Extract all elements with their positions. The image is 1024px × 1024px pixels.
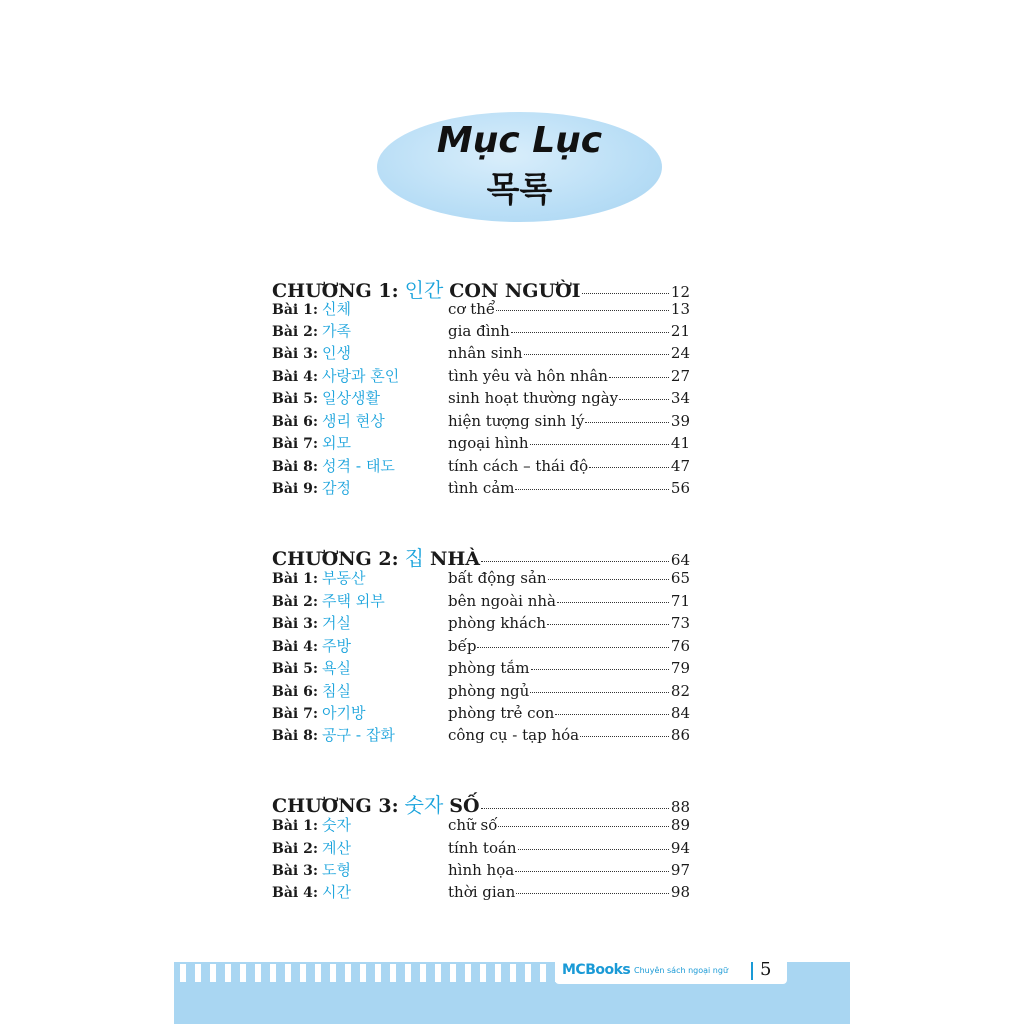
chapter-title-korean: 집 [404,546,424,570]
leader-dots [547,623,669,625]
page-number: 94 [670,839,690,857]
lesson-title-vietnamese: bếp [448,637,477,655]
lesson-title-vietnamese: công cụ - tạp hóa [448,726,580,744]
lesson-item[interactable] [272,635,690,657]
page-number-footer: 5 [760,959,772,980]
lesson-label: Bài 5: [272,661,319,677]
lesson-label: Bài 5: [272,391,319,407]
page-number: 97 [670,861,690,879]
page-number: 27 [670,367,690,385]
lesson-label: Bài 1: [272,818,319,834]
chapter-label: CHƯƠNG 2: [272,548,399,570]
lesson-title-korean: 아기방 [322,704,366,722]
chapter-title-vietnamese: CON NGƯỜI [449,280,581,302]
lesson-label: Bài 4: [272,639,319,655]
chapter-title-vietnamese: NHÀ [429,548,481,570]
page-title: Mục Lục [436,120,603,161]
leader-dots [498,825,669,827]
page-number: 13 [670,300,690,318]
lesson-label: Bài 2: [272,594,319,610]
lesson-label: Bài 9: [272,481,319,497]
lesson-item[interactable] [272,724,690,746]
page-number: 65 [670,569,690,587]
lesson-title-korean: 주방 [322,637,351,655]
chapter-title-korean: 인간 [404,278,444,302]
lesson-title-vietnamese: phòng khách [448,614,547,632]
page-number: 71 [670,592,690,610]
lesson-title-korean: 침실 [322,682,351,700]
lesson-title-korean: 생리 현상 [322,412,385,430]
page-number: 86 [670,726,690,744]
lesson-title-korean: 계산 [322,839,351,857]
leader-dots [530,691,669,693]
leader-dots [585,421,669,423]
lesson-title-vietnamese: tính cách – thái độ [448,457,589,475]
lesson-title-korean: 공구 - 잡화 [322,726,395,744]
leader-dots [531,668,669,670]
lesson-title-vietnamese: gia đình [448,322,510,340]
lesson-label: Bài 8: [272,459,319,475]
chapter-label: CHƯƠNG 1: [272,280,399,302]
lesson-item[interactable] [272,365,690,387]
lesson-title-vietnamese: tình cảm [448,479,515,497]
lesson-label: Bài 1: [272,571,319,587]
lesson-title-korean: 시간 [322,883,351,901]
lesson-item[interactable] [272,612,690,634]
lesson-label: Bài 6: [272,414,319,430]
lesson-title-korean: 외모 [322,434,351,452]
lesson-label: Bài 1: [272,302,319,318]
leader-dots [511,331,669,333]
lesson-item[interactable] [272,298,690,320]
lesson-title-vietnamese: phòng ngủ [448,682,530,700]
chapter-title-korean: 숫자 [404,793,444,817]
chapter-1-heading[interactable] [272,274,690,300]
lesson-title-vietnamese: thời gian [448,883,516,901]
leader-dots [582,292,669,294]
lesson-item[interactable] [272,342,690,364]
leader-dots [477,646,669,648]
page-number: 12 [670,283,690,301]
lesson-title-korean: 거실 [322,614,351,632]
leader-dots [496,309,669,311]
lesson-title-vietnamese: hiện tượng sinh lý [448,412,585,430]
lesson-label: Bài 8: [272,728,319,744]
lesson-item[interactable] [272,410,690,432]
page-number: 41 [670,434,690,452]
page-number: 82 [670,682,690,700]
leader-dots [516,892,669,894]
lesson-title-korean: 일상생활 [322,389,380,407]
lesson-title-vietnamese: ngoại hình [448,434,529,452]
brand-tagline: Chuyên sách ngoại ngữ [634,966,729,975]
lesson-title-korean: 성격 - 태도 [322,457,395,475]
lesson-item[interactable] [272,477,690,499]
chapter-3-heading[interactable] [272,789,690,815]
page-number: 76 [670,637,690,655]
lesson-label: Bài 3: [272,863,319,879]
leader-dots [548,578,669,580]
lesson-title-vietnamese: phòng trẻ con [448,704,555,722]
leader-dots [589,466,669,468]
lesson-label: Bài 6: [272,684,319,700]
lesson-title-vietnamese: cơ thể [448,300,496,318]
page-number: 47 [670,457,690,475]
page-number: 21 [670,322,690,340]
lesson-title-korean: 주택 외부 [322,592,385,610]
lesson-title-korean: 숫자 [322,816,351,834]
lesson-item[interactable] [272,881,690,903]
lesson-item[interactable] [272,680,690,702]
lesson-title-korean: 도형 [322,861,351,879]
lesson-title-vietnamese: nhân sinh [448,344,523,362]
lesson-title-korean: 감정 [322,479,351,497]
page-number: 88 [670,798,690,816]
lesson-label: Bài 4: [272,885,319,901]
lesson-label: Bài 7: [272,706,319,722]
footer-stripes [180,964,560,982]
lesson-title-korean: 사랑과 혼인 [322,367,400,385]
lesson-item[interactable] [272,320,690,342]
lesson-item[interactable] [272,814,690,836]
lesson-title-vietnamese: phòng tắm [448,659,530,677]
lesson-title-korean: 가족 [322,322,351,340]
lesson-title-korean: 욕실 [322,659,351,677]
lesson-title-korean: 인생 [322,344,351,362]
page-number: 24 [670,344,690,362]
lesson-item[interactable] [272,702,690,724]
page-number: 56 [670,479,690,497]
chapter-label: CHƯƠNG 3: [272,795,399,817]
lesson-item[interactable] [272,432,690,454]
leader-dots [481,560,669,562]
chapter-2-heading[interactable] [272,542,690,568]
lesson-title-vietnamese: hình họa [448,861,515,879]
lesson-item[interactable] [272,859,690,881]
lesson-item[interactable] [272,837,690,859]
page-number: 34 [670,389,690,407]
lesson-title-korean: 신체 [322,300,351,318]
lesson-label: Bài 2: [272,841,319,857]
lesson-label: Bài 4: [272,369,319,385]
lesson-label: Bài 3: [272,616,319,632]
chapter-title-vietnamese: SỐ [449,795,480,817]
leader-dots [481,807,669,809]
lesson-item[interactable] [272,567,690,589]
leader-dots [515,488,669,490]
page-title-korean: 목록 [486,170,553,210]
page-number: 98 [670,883,690,901]
footer-divider [751,962,753,980]
lesson-item[interactable] [272,455,690,477]
leader-dots [580,735,669,737]
leader-dots [524,353,669,355]
page-number: 89 [670,816,690,834]
leader-dots [555,713,669,715]
lesson-item[interactable] [272,590,690,612]
lesson-item[interactable] [272,657,690,679]
lesson-label: Bài 3: [272,346,319,362]
page-number: 73 [670,614,690,632]
leader-dots [557,601,669,603]
lesson-title-vietnamese: bất động sản [448,569,547,587]
leader-dots [619,398,669,400]
page-number: 39 [670,412,690,430]
lesson-item[interactable] [272,387,690,409]
leader-dots [515,870,669,872]
lesson-title-vietnamese: bên ngoài nhà [448,592,556,610]
lesson-title-vietnamese: sinh hoạt thường ngày [448,389,619,407]
lesson-title-korean: 부동산 [322,569,366,587]
page-number: 84 [670,704,690,722]
lesson-title-vietnamese: chữ số [448,816,498,834]
lesson-title-vietnamese: tính toán [448,839,517,857]
leader-dots [609,376,669,378]
leader-dots [518,848,669,850]
brand-logo: MCBooks [562,962,631,978]
page-number: 79 [670,659,690,677]
lesson-title-vietnamese: tình yêu và hôn nhân [448,367,608,385]
lesson-label: Bài 2: [272,324,319,340]
lesson-label: Bài 7: [272,436,319,452]
page-number: 64 [670,551,690,569]
leader-dots [530,443,669,445]
